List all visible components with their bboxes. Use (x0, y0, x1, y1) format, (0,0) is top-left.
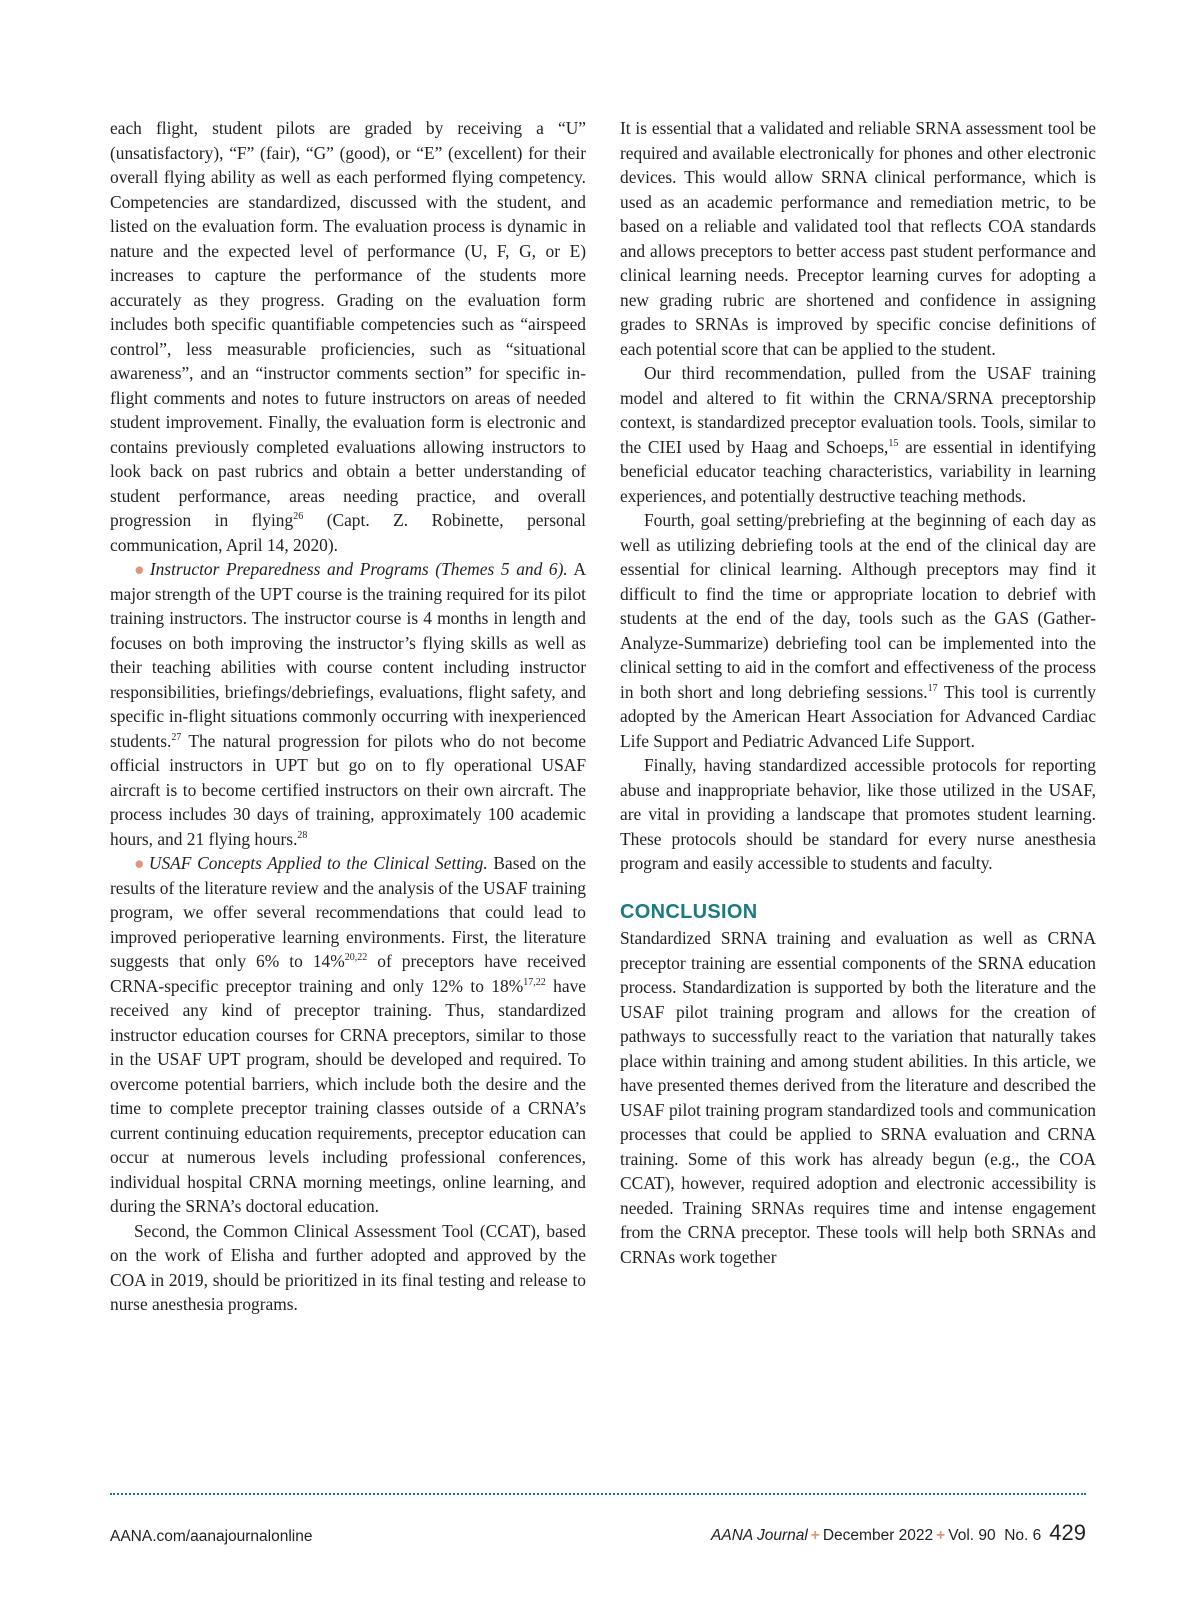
volume-issue: Vol. 90 No. 6 (948, 1527, 1042, 1544)
paragraph: Fourth, goal setting/prebriefing at the beginning of each day as well as utilizing debriefing tools at the end of the clinical day are essential for clinical learning. Although preceptors may find it difficult to find the time or appropriate location to debrief with students at the end of the day, tools such as the GAS (Gather-Analyze-Summarize) debriefing tool can be implemented into the clinical setting to aid in the comfort and effectiveness of the process in both short and long debriefing sessions.$^{17}$ This tool is currently adopted by the American Heart Association for Advanced Cardiac Life Support and Pediatric Advanced Life Support. (620, 510, 1096, 751)
conclusion-paragraph: Standardized SRNA training and evaluation as well as CRNA preceptor training are essential components of the SRNA education process. Standardization is supported by both the literature and the USAF pilot training program and allows for the creation of pathways to successfully react to the variation that naturally takes place within training and among student abilities. In this article, we have presented themes derived from the literature and described the USAF pilot training program standardized tools and communication processes that could be applied to SRNA evaluation and CRNA training. Some of this work has already begun (e.g., the COA CCAT), however, required adoption and electronic accessibility is needed. Training SRNAs requires time and intense engagement from the CRNA preceptor. These tools will help both SRNAs and CRNAs work together (620, 928, 1096, 1267)
left-column (110, 116, 586, 1317)
paragraph: Second, the Common Clinical Assessment Tool (CCAT), based on the work of Elisha and further adopted and approved by the COA in 2019, should be prioritized in its final testing and release to nurse anesthesia programs. (110, 1220, 586, 1314)
citation: 20,22 (344, 952, 368, 964)
issue-date: December 2022 (822, 1527, 934, 1544)
bullet-icon: ● (134, 853, 146, 873)
footer-divider (110, 1493, 1086, 1495)
citation: 17 (927, 682, 938, 694)
conclusion-heading: CONCLUSION (620, 900, 758, 923)
paragraph: ● Instructor Preparedness and Programs (Themes 5 and 6). A major strength of the UPT course is the training required for its pilot training instructors. The instructor course is 4 months in length and focuses on both improving the instructor’s flying skills as well as their teaching abilities with course content including instructor responsibilities, briefings/debriefings, evaluations, flight safety, and specific in-flight situations commonly occurring with inexperienced students.$^{27}$ The natural progression for pilots who do not become official instructors in UPT but go on to fly operational USAF aircraft is to become certified instructors on their own aircraft. The process includes 30 days of training, approximately 100 academic hours, and 21 flying hours.$^{28}$ (110, 559, 587, 849)
footer-url[interactable]: AANA.com/aanajournalonline (110, 1528, 313, 1545)
citation: 27 (171, 731, 182, 743)
run-in-heading: Instructor Preparedness and Programs (Themes 5 and 6). (149, 559, 568, 579)
plus-icon: + (810, 1527, 820, 1544)
paragraph: Finally, having standardized accessible protocols for reporting abuse and inappropriate behavior, like those utilized in the USAF, are vital in providing a landscape that promotes student learning. These protocols should be standard for every nurse anesthesia program and easily accessible to students and faculty. (620, 755, 1096, 873)
page-number: 429 (1049, 1520, 1086, 1545)
journal-name: AANA Journal (711, 1527, 808, 1544)
paragraph: It is essential that a validated and reliable SRNA assessment tool be required and available electronically for phones and other electronic devices. This would allow SRNA clinical performance, which is used as an academic performance and remediation metric, to be based on a reliable and validated tool that reflects COA standards and allows preceptors to better access past student performance and clinical learning needs. Preceptor learning curves for adopting a new grading rubric are shortened and confidence in assigning grades to SRNAs is improved by specific concise definitions of each potential score that can be applied to the student. (620, 118, 1096, 359)
run-in-heading: USAF Concepts Applied to the Clinical Setting. (148, 853, 488, 873)
right-column (620, 116, 1096, 1269)
citation: 17,22 (523, 976, 546, 988)
citation: 15 (888, 437, 899, 449)
citation: 26 (293, 511, 304, 523)
plus-icon: + (936, 1527, 946, 1544)
citation: 28 (297, 829, 308, 841)
footer-citation (711, 1520, 1086, 1546)
paragraph: each flight, student pilots are graded by receiving a “U” (unsatisfactory), “F” (fair), “G” (good), or “E” (excellent) for their overall flying ability as well as each performed flying competency. Competencies are standardized, discussed with the student, and listed on the evaluation form. The evaluation process is dynamic in nature and the expected level of performance (U, F, G, or E) increases to capture the performance of the students more accurately as they progress. Grading on the evaluation form includes both specific quantifiable competencies such as “airspeed control”, less measurable proficiencies, such as “situational awareness”, and an “instructor comments section” for specific in-flight comments and notes to future instructors on areas of needed student improvement. Finally, the evaluation form is electronic and contains previously completed evaluations allowing instructors to look back on past rubrics and obtain a better understanding of student performance, areas needing practice, and overall progression in flying$^{26}$ (Capt. Z. Robinette, personal communication, April 14, 2020). (110, 118, 586, 555)
bullet-icon: ● (134, 559, 147, 579)
paragraph: ● USAF Concepts Applied to the Clinical Setting. Based on the results of the literature review and the analysis of the USAF training program, we offer several recommendations that could lead to improved perioperative learning environments. First, the literature suggests that only 6% to 14%$^{20,22}$ of preceptors have received CRNA-specific preceptor training and only 12% to 18%$^{17,22}$ have received any kind of preceptor training. Thus, standardized instructor education courses for CRNA preceptors, similar to those in the USAF UPT program, should be developed and required. To overcome potential barriers, which include both the desire and the time to complete preceptor training classes outside of a CRNA’s current continuing education requirements, preceptor education can occur at numerous levels including professional conferences, individual hospital CRNA morning meetings, online learning, and during the SRNA’s doctoral education. (110, 853, 586, 1216)
paragraph: Our third recommendation, pulled from the USAF training model and altered to fit within the CRNA/SRNA preceptorship context, is standardized preceptor evaluation tools. Tools, similar to the CIEI used by Haag and Schoeps,$^{15}$ are essential in identifying beneficial educator teaching characteristics, variability in learning experiences, and potentially destructive teaching methods. (620, 363, 1096, 506)
